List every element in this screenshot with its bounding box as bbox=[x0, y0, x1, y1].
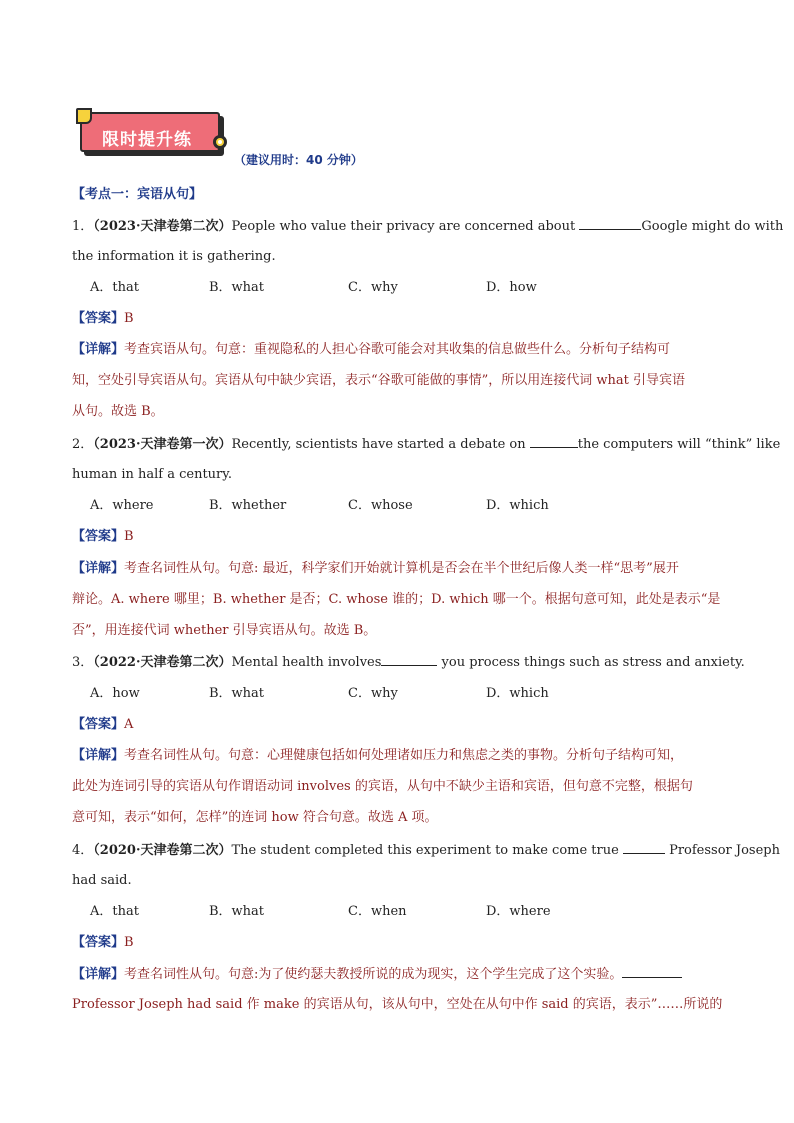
question-2-line-1: 2．（2023·天津卷第一次）Recently, scientists have started a debate on the computers will “think” like bbox=[72, 437, 781, 452]
time-suggestion: （建议用时：40 分钟） bbox=[234, 153, 363, 167]
q1-option-d: D．how bbox=[486, 280, 537, 295]
answer-blank bbox=[530, 435, 578, 448]
q1-option-c: C．why bbox=[348, 280, 398, 295]
q4-option-d: D．where bbox=[486, 904, 551, 919]
q2-option-b: B．whether bbox=[209, 498, 287, 513]
q1-detail-line-1: 【详解】考查宾语从句。句意：重视隐私的人担心谷歌可能会对其收集的信息做些什么。分析句子结构可 bbox=[72, 342, 671, 357]
q1-detail-line-3: 从句。故选 B。 bbox=[72, 404, 164, 419]
q2-option-a: A．where bbox=[90, 498, 154, 513]
q2-option-d: D．which bbox=[486, 498, 549, 513]
q3-detail-line-2: 此处为连词引导的宾语从句作谓语动词 involves 的宾语，从句中不缺少主语和宾语，但句意不完整，根据句 bbox=[72, 779, 693, 794]
q2-detail-line-1: 【详解】考查名词性从句。句意: 最近，科学家们开始就计算机是否会在半个世纪后像人类一样“思考”展开 bbox=[72, 561, 679, 576]
banner-box bbox=[80, 112, 220, 152]
q1-answer: 【答案】B bbox=[72, 311, 134, 326]
question-4-line-2: had said. bbox=[72, 873, 132, 888]
q4-detail-line-2: Professor Joseph had said 作 make 的宾语从句，该从句中，空处在从句中作 said 的宾语，表示”……所说的 bbox=[72, 997, 723, 1012]
q3-option-b: B．what bbox=[209, 686, 265, 701]
banner-corner-decoration bbox=[76, 108, 92, 124]
answer-blank bbox=[381, 653, 437, 666]
q3-option-d: D．which bbox=[486, 686, 549, 701]
q4-option-b: B．what bbox=[209, 904, 265, 919]
question-4-line-1: 4．（2020·天津卷第二次）The student completed this experiment to make come true Professor Joseph bbox=[72, 843, 780, 858]
question-1-line-2: the information it is gathering. bbox=[72, 249, 276, 264]
q2-option-c: C．whose bbox=[348, 498, 413, 513]
q1-option-a: A．that bbox=[90, 280, 139, 295]
q1-option-b: B．what bbox=[209, 280, 265, 295]
q2-answer: 【答案】B bbox=[72, 529, 134, 544]
answer-blank bbox=[622, 965, 682, 978]
q4-detail-line-1: 【详解】考查名词性从句。句意:为了使约瑟夫教授所说的成为现实，这个学生完成了这个实验。 bbox=[72, 965, 682, 984]
section-title: 【考点一：宾语从句】 bbox=[72, 187, 203, 202]
q3-option-a: A．how bbox=[90, 686, 140, 701]
q4-option-a: A．that bbox=[90, 904, 139, 919]
q4-option-c: C．when bbox=[348, 904, 407, 919]
q2-detail-line-2: 辩论。A. where 哪里；B. whether 是否；C. whose 谁的；D. which 哪一个。根据句意可知，此处是表示“是 bbox=[72, 592, 721, 607]
banner-ring-icon bbox=[213, 135, 227, 149]
q3-detail-line-1: 【详解】考查名词性从句。句意：心理健康包括如何处理诸如压力和焦虑之类的事物。分析句子结构可知， bbox=[72, 748, 684, 763]
q2-detail-line-3: 否”，用连接代词 whether 引导宾语从句。故选 B。 bbox=[72, 623, 377, 638]
question-1-line-1: 1．（2023·天津卷第二次）People who value their privacy are concerned about Google might do with bbox=[72, 219, 784, 234]
question-3-line-1: 3．（2022·天津卷第二次）Mental health involves you process things such as stress and anxiety. bbox=[72, 655, 745, 670]
section-banner bbox=[76, 108, 236, 162]
answer-blank bbox=[623, 841, 665, 854]
answer-blank bbox=[579, 217, 641, 230]
q4-answer: 【答案】B bbox=[72, 935, 134, 950]
banner-title: 限时提升练 bbox=[102, 130, 192, 150]
question-2-line-2: human in half a century. bbox=[72, 467, 233, 482]
q3-detail-line-3: 意可知，表示“如何，怎样”的连词 how 符合句意。故选 A 项。 bbox=[72, 810, 438, 825]
q3-answer: 【答案】A bbox=[72, 717, 134, 732]
q3-option-c: C．why bbox=[348, 686, 398, 701]
q1-detail-line-2: 知，空处引导宾语从句。宾语从句中缺少宾语，表示“谷歌可能做的事情”，所以用连接代词 what 引导宾语 bbox=[72, 373, 686, 388]
